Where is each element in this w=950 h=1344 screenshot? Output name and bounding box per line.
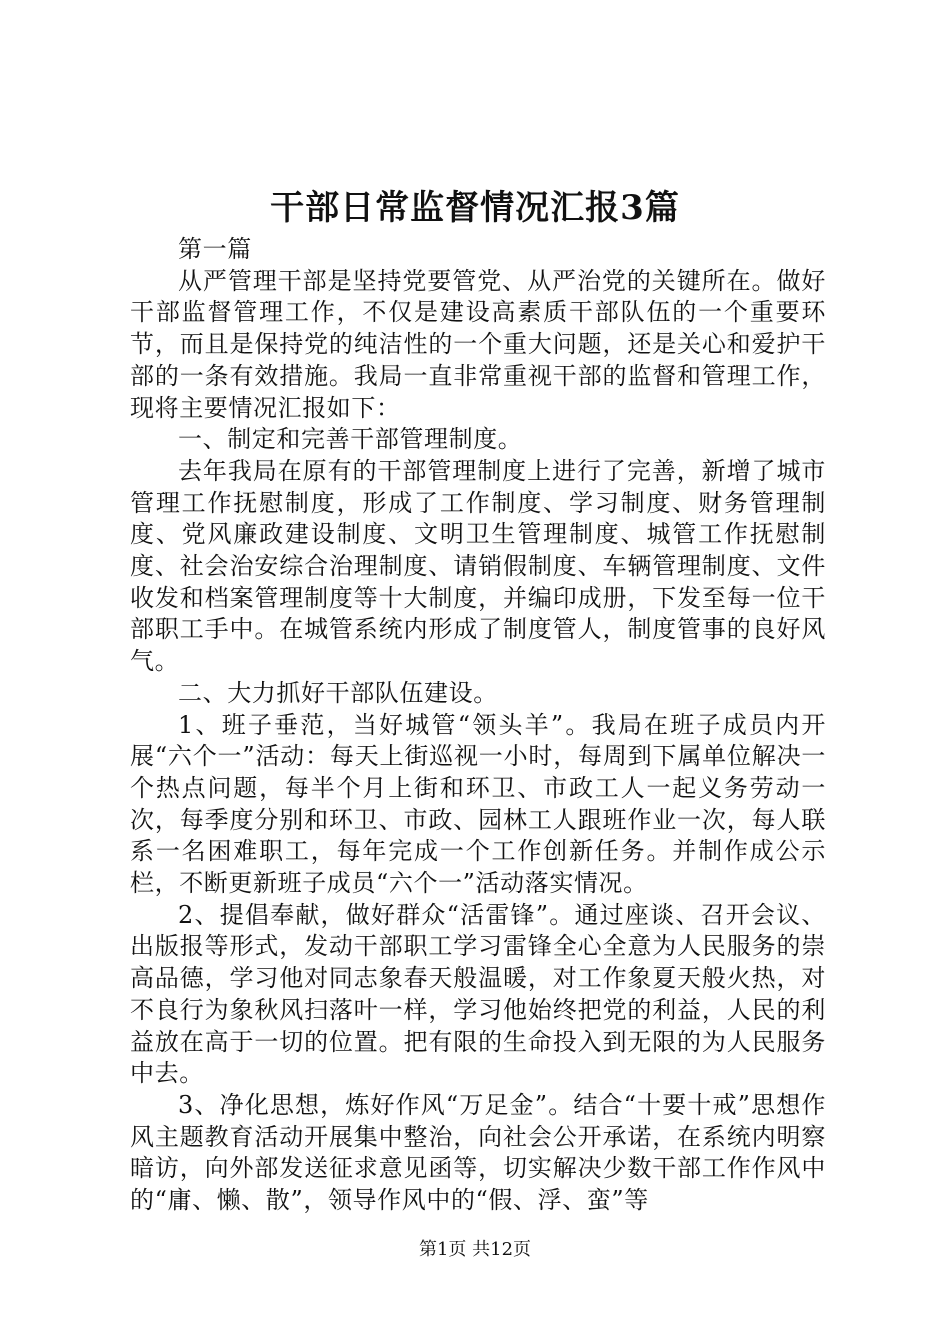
body-paragraph-3: 2、提倡奉献，做好群众“活雷锋”。通过座谈、召开会议、出版报等形式，发动干部职工学习雷锋全心全意为人民服务的崇高品德，学习他对同志象春天般温暖，对工作象夏天般火热，对不良行为象秋风扫落叶一样，学习他始终把党的利益，人民的利益放在高于一切的位置。把有限的生命投入到无限的为人民服务中去。: [130, 900, 826, 1088]
page-footer: 第1页 共12页: [418, 1239, 532, 1260]
document-title: 干部日常监督情况汇报3篇: [270, 188, 680, 228]
document-body: [130, 234, 826, 1217]
body-paragraph-2: 1、班子垂范，当好城管“领头羊”。我局在班子成员内开展“六个一”活动：每天上街巡视一小时，每周到下属单位解决一个热点问题，每半个月上街和环卫、市政工人一起义务劳动一次，每季度分别和环卫、市政、园林工人跟班作业一次，每人联系一名困难职工，每年完成一个工作创新任务。并制作成公示栏，不断更新班子成员“六个一”活动落实情况。: [130, 710, 826, 898]
body-paragraph-1: 去年我局在原有的干部管理制度上进行了完善，新增了城市管理工作抚慰制度，形成了工作制度、学习制度、财务管理制度、党风廉政建设制度、文明卫生管理制度、城管工作抚慰制度、社会治安综合治理制度、请销假制度、车辆管理制度、文件收发和档案管理制度等十大制度，并编印成册，下发至每一位干部职工手中。在城管系统内形成了制度管人，制度管事的良好风气。: [130, 456, 826, 676]
subheading-1: 一、制定和完善干部管理制度。: [178, 425, 523, 454]
intro-paragraph: 从严管理干部是坚持党要管党、从严治党的关键所在。做好干部监督管理工作，不仅是建设高素质干部队伍的一个重要环节，而且是保持党的纯洁性的一个重大问题，还是关心和爱护干部的一条有效措施。我局一直非常重视干部的监督和管理工作，现将主要情况汇报如下：: [130, 266, 826, 422]
section-heading: 第一篇: [178, 235, 252, 263]
subheading-2: 二、大力抓好干部队伍建设。: [178, 678, 498, 707]
body-paragraph-4: 3、净化思想，炼好作风“万足金”。结合“十要十戒”思想作风主题教育活动开展集中整治，向社会公开承诺，在系统内明察暗访，向外部发送征求意见函等，切实解决少数干部工作作风中的“庸、懒、散”，领导作风中的“假、浮、蛮”等: [130, 1090, 826, 1215]
